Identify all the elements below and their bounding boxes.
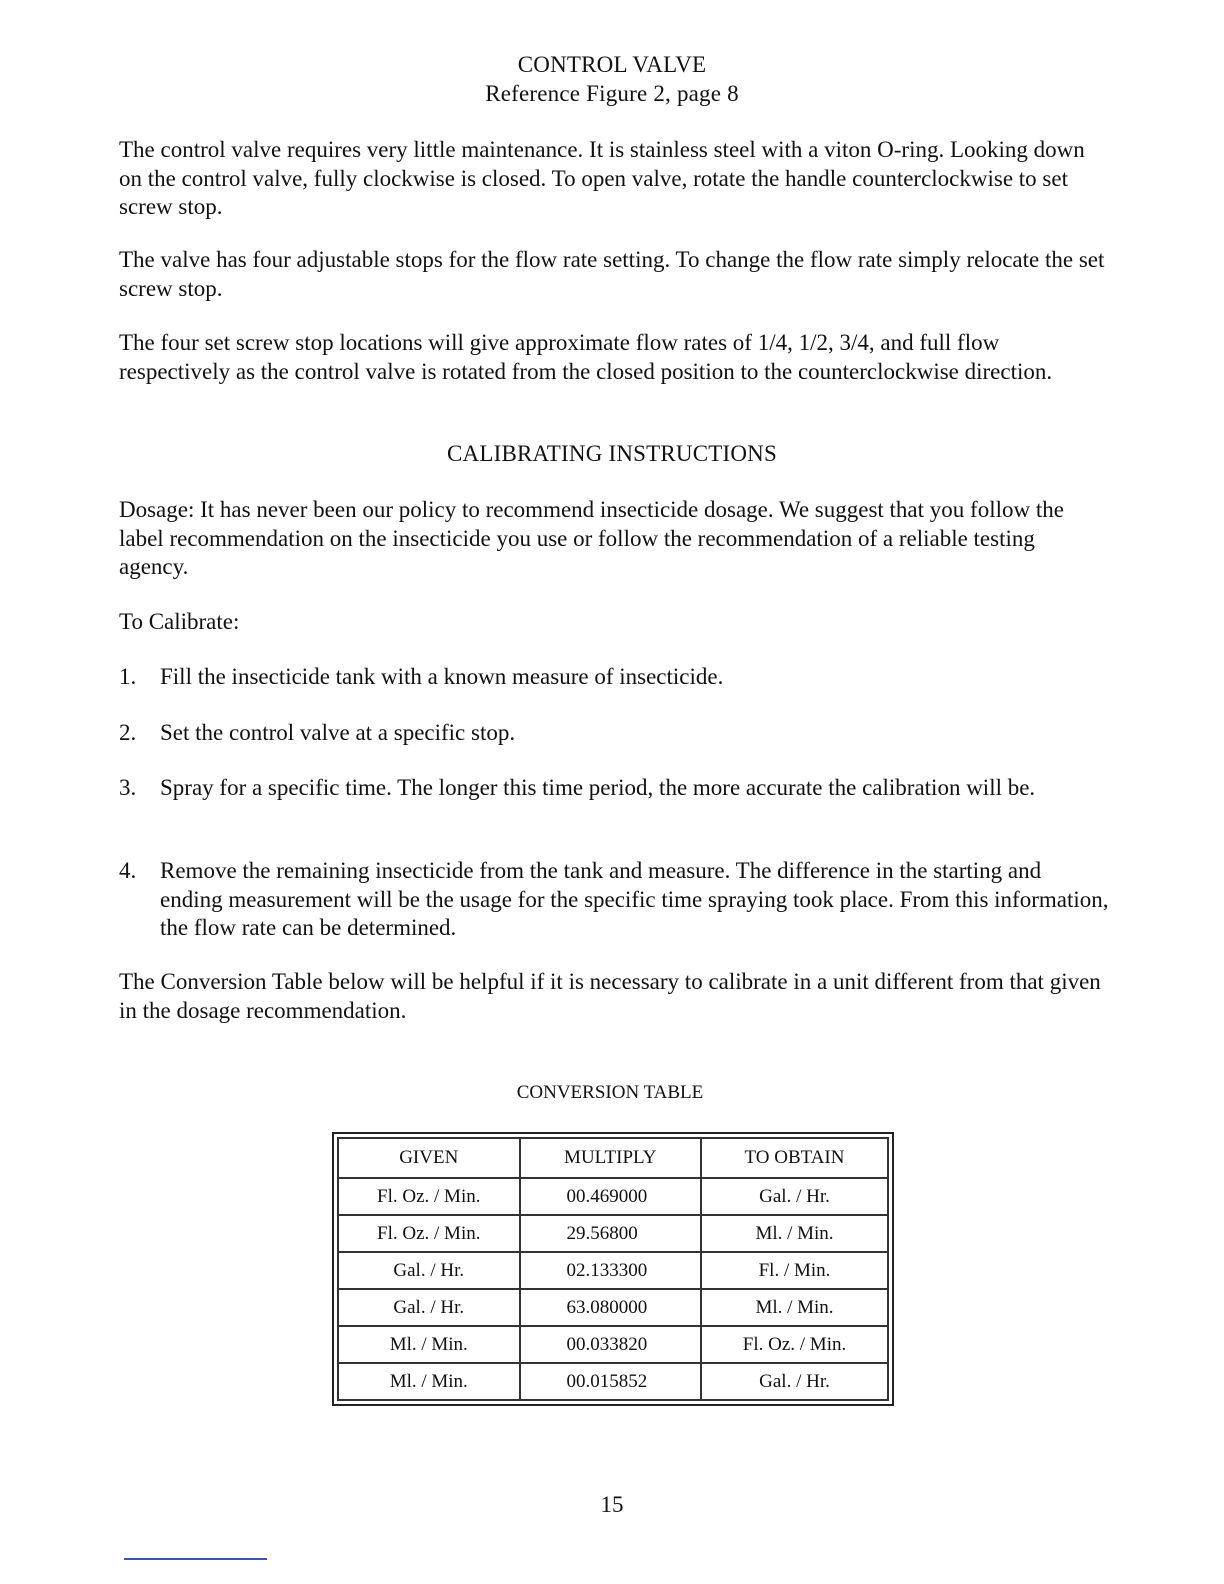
- list-item-text: Spray for a specific time. The longer this time period, the more accurate the calibration will be.: [160, 775, 1036, 800]
- paragraph-conversion-note: The Conversion Table below will be helpful if it is necessary to calibrate in a unit different from that given in the dosage recommendation.: [119, 969, 1101, 1023]
- table-title: CONVERSION TABLE: [516, 1082, 704, 1103]
- page-title: CONTROL VALVE: [517, 52, 707, 77]
- table-row: [338, 1363, 888, 1400]
- footer-divider: [124, 1558, 267, 1560]
- table-row: [338, 1289, 888, 1326]
- paragraph-dosage: Dosage: It has never been our policy to recommend insecticide dosage. We suggest that you follow the label recommendation on the insecticide you use or follow the recommendation of a reliable testing agency.: [119, 497, 1064, 579]
- table-cell-to-obtain: Ml. / Min.: [701, 1215, 888, 1252]
- list-item-number: 4.: [119, 858, 137, 883]
- list-item-number: 2.: [119, 720, 137, 745]
- table-cell-given: Gal. / Hr.: [338, 1252, 520, 1289]
- table-cell-given: Fl. Oz. / Min.: [338, 1215, 520, 1252]
- table-row: [338, 1252, 888, 1289]
- list-item-number: 3.: [119, 775, 137, 800]
- paragraph-maintenance: The control valve requires very little maintenance. It is stainless steel with a viton O-ring. Looking down on the control valve, fully clockwise is closed. To open valve, rotate the handle counterclockwise to set screw stop.: [119, 137, 1085, 219]
- table-row: [338, 1326, 888, 1363]
- paragraph-adjustable-stops: The valve has four adjustable stops for the flow rate setting. To change the flow rate simply relocate the set screw stop.: [119, 247, 1105, 301]
- list-item-number: 1.: [119, 664, 137, 689]
- table-cell-to-obtain: Fl. / Min.: [701, 1252, 888, 1289]
- table-cell-multiply: 00.469000: [520, 1178, 702, 1215]
- page-number: 15: [600, 1492, 624, 1517]
- section-title-calibrating: CALIBRATING INSTRUCTIONS: [446, 441, 777, 466]
- table-cell-given: Gal. / Hr.: [338, 1289, 520, 1326]
- table-cell-multiply: 02.133300: [520, 1252, 702, 1289]
- list-item-text: Fill the insecticide tank with a known measure of insecticide.: [160, 664, 724, 689]
- table-cell-multiply: 00.033820: [520, 1326, 702, 1363]
- to-calibrate-label: To Calibrate:: [119, 609, 240, 634]
- table-cell-to-obtain: Gal. / Hr.: [701, 1363, 888, 1400]
- table-cell-given: Ml. / Min.: [338, 1363, 520, 1400]
- conversion-table: [337, 1137, 889, 1401]
- table-cell-multiply: 00.015852: [520, 1363, 702, 1400]
- table-row: [338, 1178, 888, 1215]
- table-cell-multiply: 29.56800: [520, 1215, 702, 1252]
- column-header-given: GIVEN: [338, 1138, 520, 1178]
- table-cell-given: Fl. Oz. / Min.: [338, 1178, 520, 1215]
- column-header-multiply: MULTIPLY: [520, 1138, 702, 1178]
- table-row: [338, 1215, 888, 1252]
- column-header-to-obtain: TO OBTAIN: [701, 1138, 888, 1178]
- table-cell-given: Ml. / Min.: [338, 1326, 520, 1363]
- list-item-text: Remove the remaining insecticide from the tank and measure. The difference in the starting and ending measurement will be the usage for the specific time spraying took place. From this information, the flow rate can be determined.: [160, 858, 1109, 940]
- conversion-table-frame: [332, 1132, 894, 1406]
- list-item-text: Set the control valve at a specific stop.: [160, 720, 516, 745]
- table-cell-multiply: 63.080000: [520, 1289, 702, 1326]
- table-cell-to-obtain: Fl. Oz. / Min.: [701, 1326, 888, 1363]
- table-cell-to-obtain: Ml. / Min.: [701, 1289, 888, 1326]
- page-subtitle: Reference Figure 2, page 8: [485, 81, 739, 106]
- table-header-row: [338, 1138, 888, 1178]
- paragraph-flow-rates: The four set screw stop locations will give approximate flow rates of 1/4, 1/2, 3/4, and full flow respectively as the control valve is rotated from the closed position to the counterclockwise direction.: [119, 330, 1053, 384]
- table-cell-to-obtain: Gal. / Hr.: [701, 1178, 888, 1215]
